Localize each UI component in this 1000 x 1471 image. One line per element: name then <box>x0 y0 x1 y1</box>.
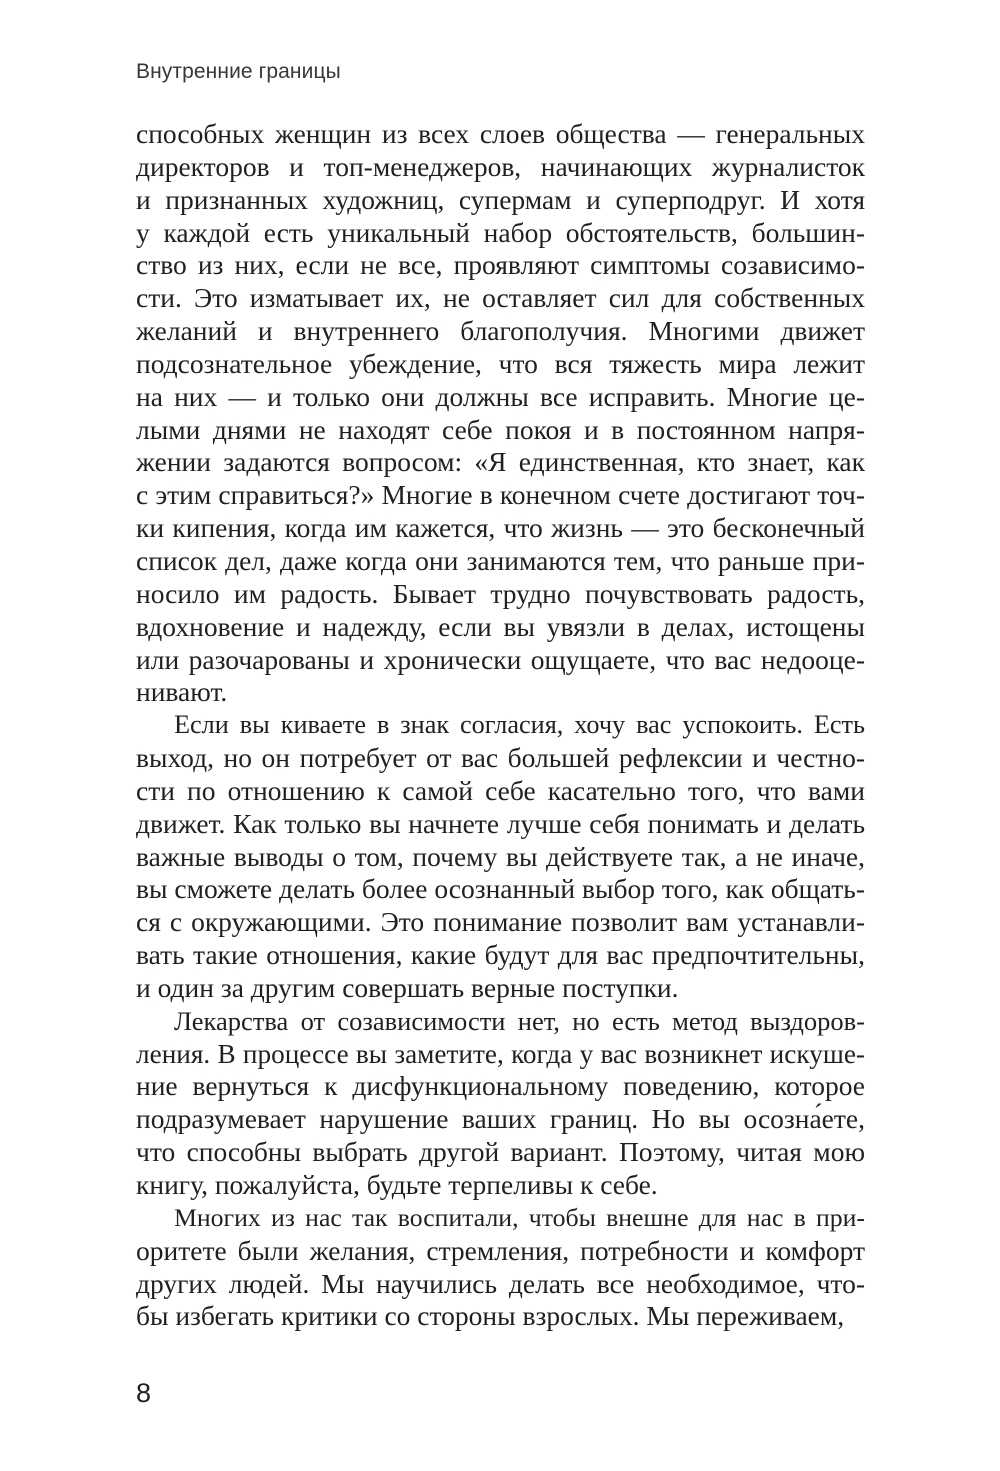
text-line: или разочарованы и хронически ощущаете, что вас недооце- <box>136 643 865 675</box>
text-line: вать такие отношения, какие будут для вас предпочтительны, <box>136 939 865 971</box>
text-line: список дел, даже когда они занимаются тем, что раньше при- <box>136 544 865 576</box>
text-line: жении задаются вопросом: «Я единственная, кто знает, как <box>136 446 865 478</box>
text-line: выход, но он потребует от вас большей рефлексии и честно- <box>136 742 865 774</box>
text-line: подсознательное убеждение, что вся тяжесть мира лежит <box>136 347 865 379</box>
text-line: ся с окружающими. Это понимание позволит вам устанавли- <box>136 906 865 938</box>
text-line: движет. Как только вы начнете лучше себя понимать и делать <box>136 807 865 839</box>
text-line: Если вы киваете в знак согласия, хочу вас успокоить. Есть <box>174 710 865 740</box>
text-line: директоров и топ-менеджеров, начинающих журналисток <box>136 150 865 182</box>
text-line: бы избегать критики со стороны взрослых. Мы переживаем, <box>136 1300 845 1332</box>
text-line: ки кипения, когда им кажется, что жизнь — это бесконечный <box>136 512 865 544</box>
text-line: сти. Это изматывает их, не оставляет сил для собственных <box>136 282 865 314</box>
text-line: Многих из нас так воспитали, чтобы внешне для нас в при- <box>174 1202 865 1232</box>
text-line: оритете были желания, стремления, потребности и комфорт <box>136 1234 865 1266</box>
text-line: ления. В процессе вы заметите, когда у вас возникнет искуше- <box>136 1038 865 1069</box>
text-line: желаний и внутреннего благополучия. Многими движет <box>136 315 865 347</box>
text-line: других людей. Мы научились делать все необходимое, что- <box>136 1267 865 1299</box>
text-line: на них — и только они должны все исправить. Многие це- <box>136 380 865 412</box>
text-line: способных женщин из всех слоев общества — генеральных <box>136 118 865 149</box>
paragraph <box>136 118 865 709</box>
text-line: Лекарства от созависимости нет, но есть метод выздоров- <box>174 1005 865 1036</box>
text-line: нивают. <box>136 676 228 708</box>
text-line: и один за другим совершать верные поступки. <box>136 971 679 1003</box>
paragraph <box>136 1202 865 1333</box>
text-line: вдохновение и надежду, если вы увязли в делах, истощены <box>136 610 865 642</box>
text-line: ство из них, если не все, проявляют симптомы созависимо- <box>136 249 865 281</box>
text-line: с этим справиться?» Многие в конечном счете достигают точ- <box>136 479 865 511</box>
paragraph <box>136 1005 865 1202</box>
page-number: 8 <box>136 1378 152 1408</box>
paragraph <box>136 709 865 1005</box>
text-line: носило им радость. Бывает трудно почувствовать радость, <box>136 577 865 609</box>
text-line: и признанных художниц, супермам и суперподруг. И хотя <box>136 183 865 215</box>
text-line: ние вернуться к дисфункциональному поведению, которое <box>136 1070 865 1102</box>
text-line: что способны выбрать другой вариант. Поэтому, читая мою <box>136 1136 865 1168</box>
text-line: лыми днями не находят себе покоя и в постоянном напря- <box>136 413 865 445</box>
text-line: сти по отношению к самой себе касательно того, что вами <box>136 774 865 806</box>
text-line: подразумевает нарушение ваших границ. Но вы осозна́ете, <box>136 1103 865 1135</box>
text-line: вы сможете делать более осознанный выбор того, как общать- <box>136 873 865 905</box>
text-line: книгу, пожалуйста, будьте терпеливы к себе. <box>136 1169 658 1200</box>
running-head: Внутренние границы <box>136 60 341 83</box>
text-line: важные выводы о том, почему вы действуете так, а не иначе, <box>136 840 865 872</box>
body-text <box>136 118 865 1333</box>
text-line: у каждой есть уникальный набор обстоятельств, большин- <box>136 216 865 248</box>
